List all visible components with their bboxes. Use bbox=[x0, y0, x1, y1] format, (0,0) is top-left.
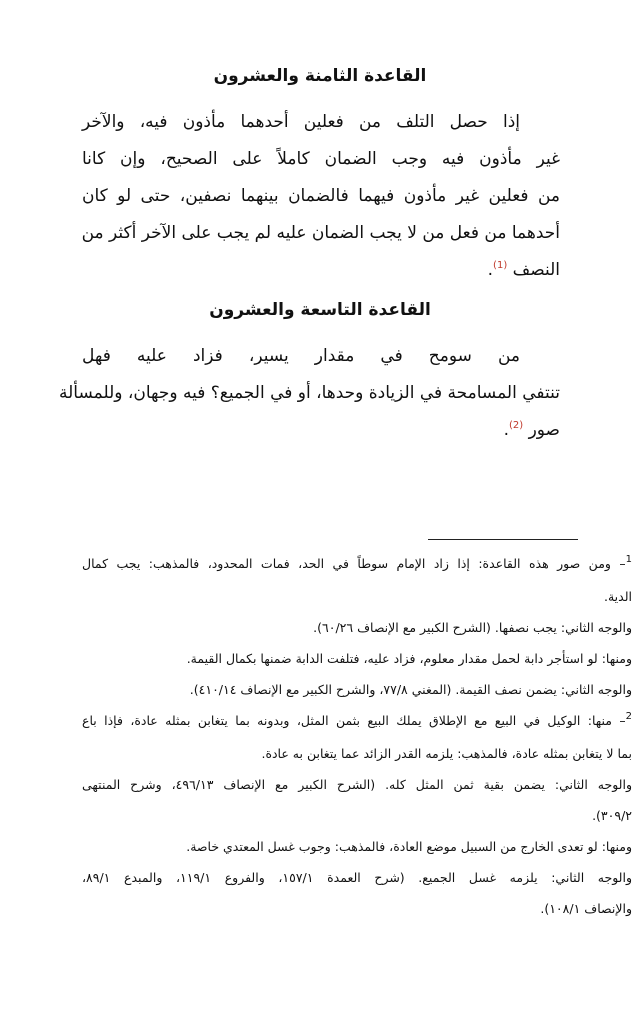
footnote-line: ومنها: لو استأجر دابة لحمل مقدار معلوم، فزاد عليه، فتلفت الدابة ضمنها بكمال القيمة. bbox=[186, 651, 632, 666]
footnote-line: والوجه الثاني: يلزمه غسل الجميع. (شرح العمدة ١٥٧/١، والفروع ١١٩/١، والمبدع ٨٩/١، bbox=[82, 870, 632, 885]
rule-29-end: . bbox=[503, 420, 509, 440]
footnote-line bbox=[82, 705, 632, 738]
rule-29-title: القاعدة التاسعة والعشرون bbox=[209, 300, 431, 320]
footnote-number-1: 1 bbox=[625, 554, 632, 565]
footnote-line: ٣٠٩/٢). bbox=[592, 808, 632, 823]
rule-28-body bbox=[82, 104, 560, 291]
rule-28-line: أحدهما من فعل من لا يجب الضمان عليه لم يجب على الآخر أكثر من bbox=[81, 223, 560, 243]
footnote-line: والوجه الثاني: يضمن نصف القيمة. (المغني ٧٧/٨، والشرح الكبير مع الإنصاف ٤١٠/١٤). bbox=[189, 682, 632, 697]
footnote-ref-2[interactable]: (2) bbox=[508, 420, 524, 431]
rule-29-last-line bbox=[82, 412, 560, 451]
rule-28-last-line bbox=[82, 252, 560, 291]
rule-28-line: من فعلين غير مأذون فيهما فالضمان بينهما نصفين، حتى لو كان bbox=[82, 186, 560, 206]
footnote-line: بما لا يتغابن بمثله عادة، فالمذهب: يلزمه القدر الزائد عما يتغابن به عادة. bbox=[261, 746, 632, 761]
footnote-ref-1[interactable]: (1) bbox=[493, 260, 508, 271]
footnote-text: – ومن صور هذه القاعدة: إذا زاد الإمام سوطاً في الحد، فمات المحدود، فالمذهب: يجب كمال bbox=[82, 556, 626, 571]
rule-29-line: من سومح في مقدار يسير، فزاد عليه فهل bbox=[82, 346, 520, 366]
rule-28-line: إذا حصل التلف من فعلين أحدهما مأذون فيه، والآخر bbox=[82, 112, 520, 132]
footnote-line: ومنها: لو تعدى الخارج من السبيل موضع العادة، فالمذهب: وجوب غسل المعتدي خاصة. bbox=[186, 839, 632, 854]
footnote-separator bbox=[428, 539, 578, 540]
footnote-line: والوجه الثاني: يضمن بقية ثمن المثل كله. (الشرح الكبير مع الإنصاف ٤٩٦/١٣، وشرح المنتهى bbox=[82, 777, 632, 792]
footnote-line: الدية. bbox=[604, 589, 632, 604]
rule-28-line: غير مأذون فيه وجب الضمان كاملاً على الصحيح، وإن كانا bbox=[82, 149, 560, 169]
rule-29-body bbox=[58, 338, 560, 451]
footnote-line bbox=[82, 548, 632, 581]
rule-28-last-word: النصف bbox=[512, 260, 560, 280]
footnote-text: – منها: الوكيل في البيع مع الإطلاق يملك البيع بثمن المثل، وبدونه بما يتغابن بمثله عادة، فإذا باع bbox=[82, 713, 626, 728]
footnotes bbox=[82, 548, 632, 924]
rule-28-title: القاعدة الثامنة والعشرون bbox=[213, 66, 427, 86]
rule-29-line: تنتفي المسامحة في الزيادة وحدها، أو في الجميع؟ فيه وجهان، وللمسألة bbox=[58, 383, 560, 403]
footnote-line: والإنصاف ١٠٨/١). bbox=[540, 901, 632, 916]
rule-29-last-word: صور bbox=[528, 420, 560, 440]
footnote-number-2: 2 bbox=[625, 711, 632, 722]
footnote-line: والوجه الثاني: يجب نصفها. (الشرح الكبير مع الإنصاف ٦٠/٢٦). bbox=[313, 620, 632, 635]
rule-28-end: . bbox=[487, 260, 494, 280]
